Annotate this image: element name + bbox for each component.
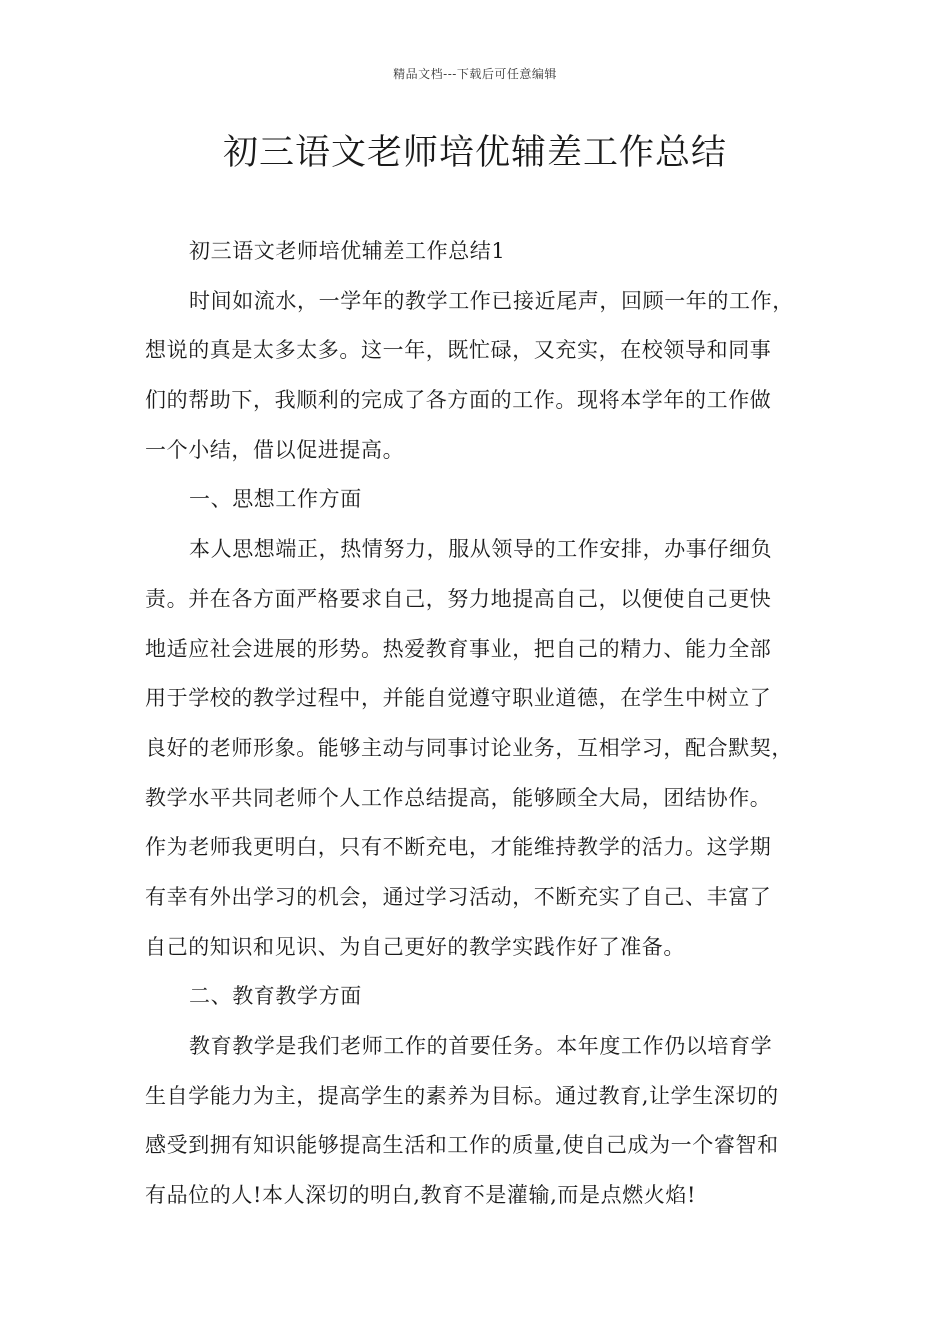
body-line: 们的帮助下，我顺利的完成了各方面的工作。现将本学年的工作做: [145, 388, 772, 413]
header-note: 精品文档---下载后可任意编辑: [393, 67, 557, 81]
body-line: 自己的知识和见识、为自己更好的教学实践作好了准备。: [145, 934, 685, 959]
document-title: 初三语文老师培优辅差工作总结: [222, 133, 727, 173]
body-line: 用于学校的教学过程中，并能自觉遵守职业道德，在学生中树立了: [145, 686, 772, 711]
body-line: 责。并在各方面严格要求自己，努力地提高自己，以便使自己更快: [145, 586, 772, 611]
body-line: 本人思想端正，热情努力，服从领导的工作安排，办事仔细负: [189, 537, 773, 562]
body-line: 良好的老师形象。能够主动与同事讨论业务，互相学习，配合默契，: [145, 735, 793, 760]
body-line: 一、思想工作方面: [189, 487, 362, 512]
body-line: 教学水平共同老师个人工作总结提高，能够顾全大局，团结协作。: [145, 785, 772, 810]
body-line: 生自学能力为主，提高学生的素养为目标。通过教育,让学生深切的: [145, 1083, 779, 1108]
body-line: 想说的真是太多太多。这一年，既忙碌，又充实，在校领导和同事: [145, 338, 772, 363]
body-line: 有品位的人!本人深切的明白,教育不是灌输,而是点燃火焰!: [145, 1183, 697, 1208]
body-line: 初三语文老师培优辅差工作总结1: [189, 239, 506, 263]
document-body: [145, 227, 825, 1221]
body-line: 感受到拥有知识能够提高生活和工作的质量,使自己成为一个睿智和: [145, 1133, 779, 1158]
body-line: 二、教育教学方面: [189, 984, 362, 1009]
body-line: 有幸有外出学习的机会，通过学习活动，不断充实了自己、丰富了: [145, 884, 772, 909]
body-line: 一个小结，借以促进提高。: [145, 437, 405, 462]
body-line: 地适应社会进展的形势。热爱教育事业，把自己的精力、能力全部: [145, 636, 772, 661]
body-line: 教育教学是我们老师工作的首要任务。本年度工作仍以培育学: [189, 1034, 773, 1058]
body-line: 时间如流水，一学年的教学工作已接近尾声，回顾一年的工作，: [189, 288, 794, 313]
body-line: 作为老师我更明白，只有不断充电，才能维持教学的活力。这学期: [145, 835, 772, 860]
